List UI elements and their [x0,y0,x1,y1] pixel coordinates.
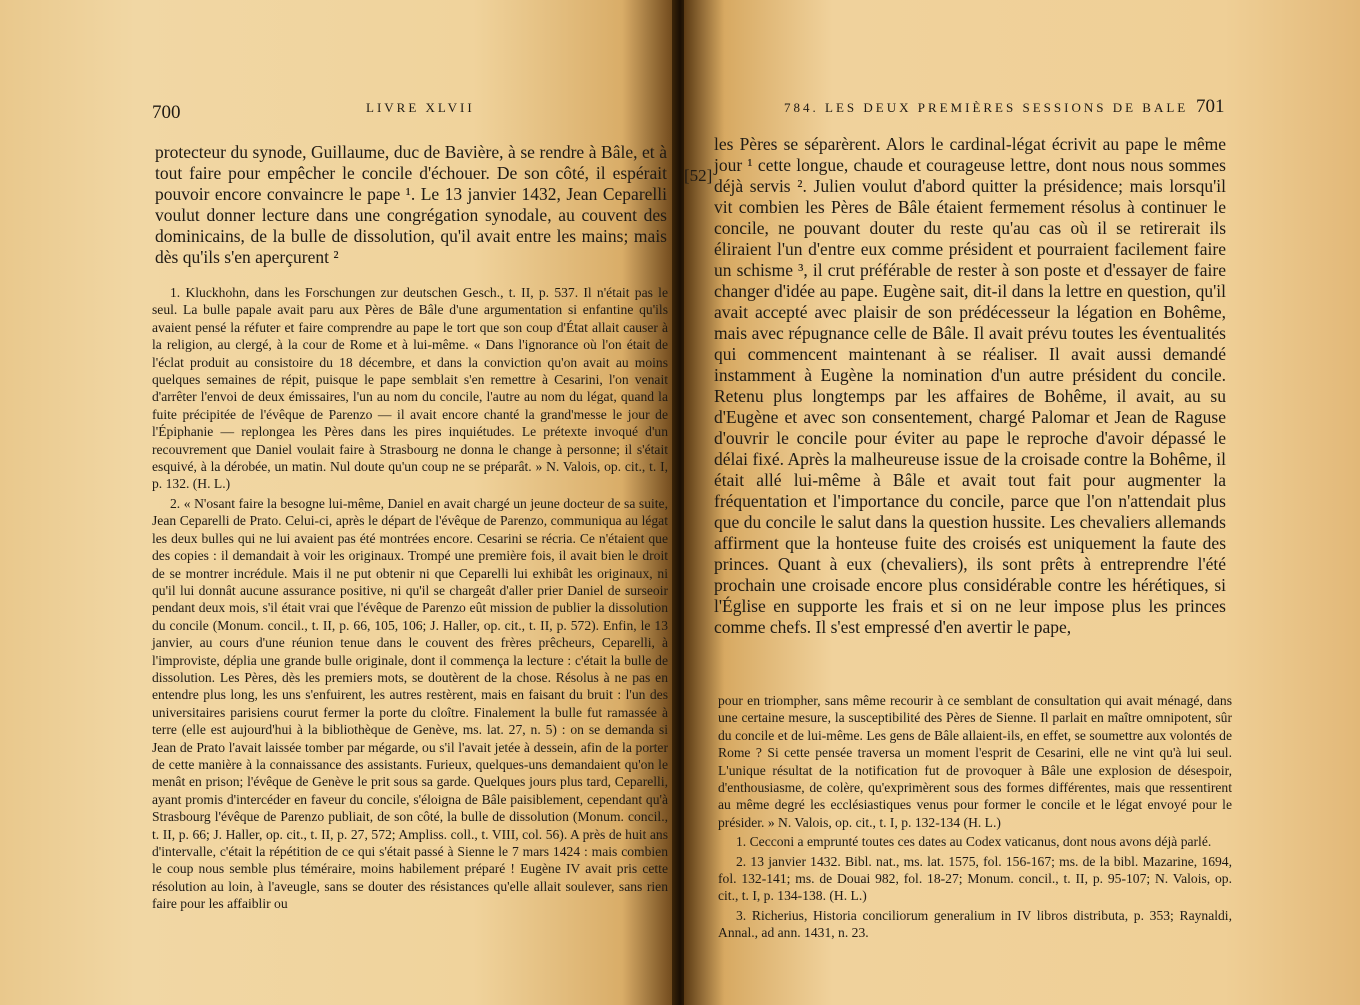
footnote-2: 2. 13 janvier 1432. Bibl. nat., ms. lat. 1575, fol. 156-167; ms. de la bibl. Mazarine, 1694, fol. 132-141; ms. de Douai 982, fol. 18-27; Monum. concil., t. II, p. 95-107; N. Valois, op. cit., t. I, p. 134-138. (H. L.) [718,853,1232,904]
left-body-text [155,142,667,268]
right-footnotes [718,692,1232,944]
left-main-paragraph: protecteur du synode, Guillaume, duc de Bavière, à se rendre à Bâle, et à tout faire pour empêcher le concile d'échouer. De son côté, il espérait pouvoir encore convaincre le pape ¹. Le 13 janvier 1432, Jean Ceparelli voulut donner lecture dans une congrégation synodale, au couvent des dominicains, de la bulle de dissolution, qu'il avait entre les mains; mais dès qu'ils s'en aperçurent ² [155,142,667,267]
footnote-1: 1. Cecconi a emprunté toutes ces dates au Codex vaticanus, dont nous avons déjà parlé. [736,834,1212,850]
left-running-header: LIVRE XLVII [366,100,475,115]
footnote-1: 1. Kluckhohn, dans les Forschungen zur deutschen Gesch., t. II, p. 537. Il n'était pas le seul. La bulle papale avait paru aux Pères de Bâle d'une argumentation si enfantine qu'ils avaient pensé la réfuter et faire comprendre au pape le tort que son coup d'État allait causer à la religion, au clergé, à la cour de Rome et à lui-même. « Dans l'ignorance où l'on était de l'éclat produit au consistoire du 18 décembre, et dans la conviction qu'on avait au moins quelques semaines de répit, puisque le pape semblait s'en remettre à Cesarini, l'on venait d'arrêter l'envoi de deux émissaires, l'un au nom du concile, l'autre au nom du légat, quand la fuite précipitée de l'évêque de Parenzo — il avait encore chanté la grand'messe le jour de l'Épiphanie — replongea les Pères dans les pires inquiétudes. Le prétexte invoqué d'un recouvrement que Daniel voulait faire à Strasbourg ne donna le change à personne; il s'était esquivé, à la dérobée, un matin. Nul doute qu'un coup ne se préparât. » N. Valois, op. cit., t. I, p. 132. (H. L.) [152,285,668,492]
margin-reference-number: [52] [684,166,713,185]
footnote-2: 2. « N'osant faire la besogne lui-même, Daniel en avait chargé un jeune docteur de sa suite, Jean Ceparelli de Prato. Celui-ci, après le départ de l'évêque de Parenzo, communiqua au légat les deux bulles qui ne lui avaient pas été montrées encore. Cesarini se récria. Ce n'étaient que des copies : il demandait à voir les originaux. Trompé une première fois, il avait bien le droit de se montrer incrédule. Mais il ne put obtenir ni que Ceparelli lui exhibât les originaux, ni qu'il lui donnât aucune assurance positive, ni qu'il se chargeât d'aller prier Daniel de surseoir pendant deux mois, s'il était vrai que l'évêque de Parenzo eût mission de publier la dissolution du concile (Monum. concil., t. II, p. 66, 105, 106; J. Haller, op. cit., t. II, p. 572). Enfin, le 13 janvier, au cours d'une réunion tenue dans le couvent des frères prêcheurs, Ceparelli, à l'improviste, déplia une grande bulle originale, dont il commença la lecture : c'était la bulle de dissolution. Les Pères, dès les premiers mots, se doutèrent de la chose. Résolus à ne pas en entendre plus long, les uns s'enfuirent, les autres restèrent, mais en faisant du bruit : l'un des universitaires parisiens courut fermer la porte du cloître. Finalement la bulle fut ramassée à terre (elle est aujourd'hui à la bibliothèque de Genève, ms. lat. 27, n. 5) : on se demanda si Jean de Prato l'avait laissée tomber par mégarde, ou s'il l'avait jetée à dessein, afin de la porter de cette manière à la connaissance des assistants. Furieux, quelques-uns demandaient qu'on le menât en prison; l'évêque de Genève le prit sous sa garde. Quelques jours plus tard, Ceparelli, ayant promis d'intercéder en faveur du concile, s'éloigna de Bâle paisiblement, cependant qu'à Strasbourg l'évêque de Parenzo publiait, de son côté, la bulle de dissolution (Monum. concil., t. II, p. 66; J. Haller, op. cit., t. II, p. 27, 572; Ampliss. coll., t. VIII, col. 56). A près de huit ans d'intervalle, c'était la répétition de ce qui s'était passé à Sienne le 7 mars 1424 : mais combien le coup nous semble plus téméraire, moins habilement préparé ! Eugène IV avait pris cette résolution au loin, à l'aveugle, sans se douter des résistances qu'elle allait soulever, sans rien faire pour les affaiblir ou [152,495,668,912]
right-page-number: 701 [1196,96,1225,117]
left-page-number: 700 [152,102,181,123]
footnote-continuation: pour en triompher, sans même recourir à ce semblant de consultation qui avait ménagé, dans une certaine mesure, la susceptibilité des Pères de Sienne. Il parlait en maître omnipotent, sûr du concile et de lui-même. Les gens de Bâle allaient-ils, en effet, se soumettre aux volontés de Rome ? Si cette pensée traversa un moment l'esprit de Cesarini, elle ne vint qu'à lui seul. L'unique résultat de la notification fut de provoquer à Bâle une explosion de désespoir, d'enthousiasme, de colère, qu'exprimèrent sous des formes différentes, mais que ressentirent au même degré les ecclésiastiques venus pour former le concile et le légat envoyé pour le présider. » N. Valois, op. cit., t. I, p. 132-134 (H. L.) [718,693,1232,830]
right-body-text [714,134,1226,638]
left-footnotes [152,284,668,915]
right-running-header: 784. LES DEUX PREMIÈRES SESSIONS DE BALE [784,100,1189,115]
right-page [684,0,1360,1005]
right-main-paragraph: les Pères se séparèrent. Alors le cardinal-légat écrivit au pape le même jour ¹ cette longue, chaude et courageuse lettre, dont nous nous sommes déjà servis ². Julien voulut d'abord quitter la présidence; mais lorsqu'il vit combien les Pères de Bâle étaient fermement résolus à continuer le concile, ne pouvant douter du reste qu'au cas où il se retirerait ils éliraient l'un d'entre eux comme président et pourraient facilement faire un schisme ³, il crut préférable de rester à son poste et d'essayer de faire changer d'idée au pape. Eugène sait, dit-il dans la lettre en question, qu'il avait accepté avec plaisir de son prédécesseur la légation en Bohême, mais avec répugnance celle de Bâle. Il avait prévu toutes les éventualités qui commencent maintenant à se réaliser. Il avait aussi demandé instamment à Eugène la nomination d'un autre président du concile. Retenu plus longtemps par les affaires de Bohême, il avait, au su d'Eugène et avec son consentement, chargé Palomar et Jean de Raguse d'ouvrir le concile pour éviter au pape le reproche d'avoir dépassé le délai fixé. Après la malheureuse issue de la croisade contre la Bohême, il était allé lui-même à Bâle et avait tout fait pour augmenter la fréquentation et l'importance du concile, parce que l'on n'attendait plus que du concile le salut dans la question hussite. Les chevaliers allemands affirment que la honteuse fuite des croisés est uniquement la faute des princes. Quant à eux (chevaliers), ils sont prêts à entreprendre l'été prochain une croisade encore plus considérable contre les hérétiques, si l'Église en supporte les frais et si on ne leur impose plus les princes comme chefs. Il s'est empressé d'en avertir le pape, [714,134,1226,637]
footnote-3: 3. Richerius, Historia conciliorum generalium in IV libros distributa, p. 353; Raynaldi, Annal., ad ann. 1431, n. 23. [718,907,1232,941]
left-page [0,0,676,1005]
